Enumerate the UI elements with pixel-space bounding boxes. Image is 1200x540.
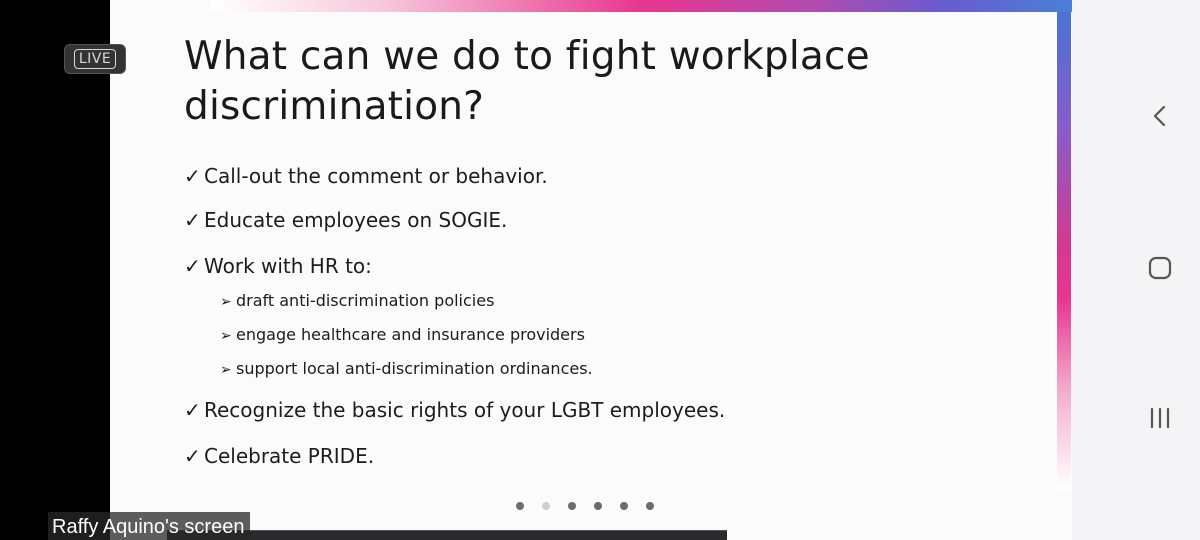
check-icon: ✓ — [184, 208, 201, 232]
slide-title — [184, 32, 944, 132]
slide-page-indicator — [516, 502, 654, 512]
bullet-item — [184, 206, 507, 234]
slide-top-gradient-bar — [210, 0, 1072, 12]
sub-bullet-text: support local anti-discrimination ordinances. — [236, 359, 593, 378]
presentation-slide — [110, 0, 1072, 540]
sub-bullet-item — [220, 358, 593, 381]
bottom-toolbar-strip — [167, 530, 727, 540]
sub-bullet-text: engage healthcare and insurance providers — [236, 325, 585, 344]
arrow-icon: ➢ — [220, 362, 232, 378]
three-bars-icon — [1147, 405, 1173, 431]
page-dot[interactable] — [594, 502, 602, 510]
page-dot[interactable] — [542, 502, 550, 510]
page-dot[interactable] — [568, 502, 576, 510]
bullet-text: Celebrate PRIDE. — [204, 444, 375, 468]
slide-title-line-1: What can we do to fight workplace — [184, 34, 870, 79]
check-icon: ✓ — [184, 254, 201, 278]
bullet-item — [184, 162, 548, 190]
bullet-item — [184, 396, 725, 424]
slide-title-line-2: discrimination? — [184, 84, 485, 129]
bullet-text: Recognize the basic rights of your LGBT employees. — [204, 398, 726, 422]
bullet-item — [184, 442, 374, 470]
back-button[interactable] — [1140, 96, 1180, 136]
bullet-item — [184, 252, 372, 280]
check-icon: ✓ — [184, 164, 201, 188]
sub-bullet-item — [220, 290, 494, 313]
sub-bullet-item — [220, 324, 585, 347]
recents-button[interactable] — [1140, 398, 1180, 438]
chevron-left-icon — [1150, 104, 1170, 128]
bullet-text: Call-out the comment or behavior. — [204, 164, 548, 188]
page-dot[interactable] — [516, 502, 524, 510]
page-dot[interactable] — [646, 502, 654, 510]
bullet-text: Educate employees on SOGIE. — [204, 208, 508, 232]
check-icon: ✓ — [184, 444, 201, 468]
sub-bullet-text: draft anti-discrimination policies — [236, 291, 495, 310]
page-dot[interactable] — [620, 502, 628, 510]
system-nav-panel — [1072, 0, 1200, 540]
home-button[interactable] — [1140, 248, 1180, 288]
live-badge-label: LIVE — [74, 49, 116, 69]
live-badge[interactable] — [64, 44, 126, 74]
presenter-name-tag: Raffy Aquino's screen — [48, 512, 250, 540]
arrow-icon: ➢ — [220, 328, 232, 344]
arrow-icon: ➢ — [220, 294, 232, 310]
check-icon: ✓ — [184, 398, 201, 422]
slide-right-gradient-bar — [1057, 12, 1071, 490]
bullet-text: Work with HR to: — [204, 254, 372, 278]
rounded-square-icon — [1147, 255, 1173, 281]
